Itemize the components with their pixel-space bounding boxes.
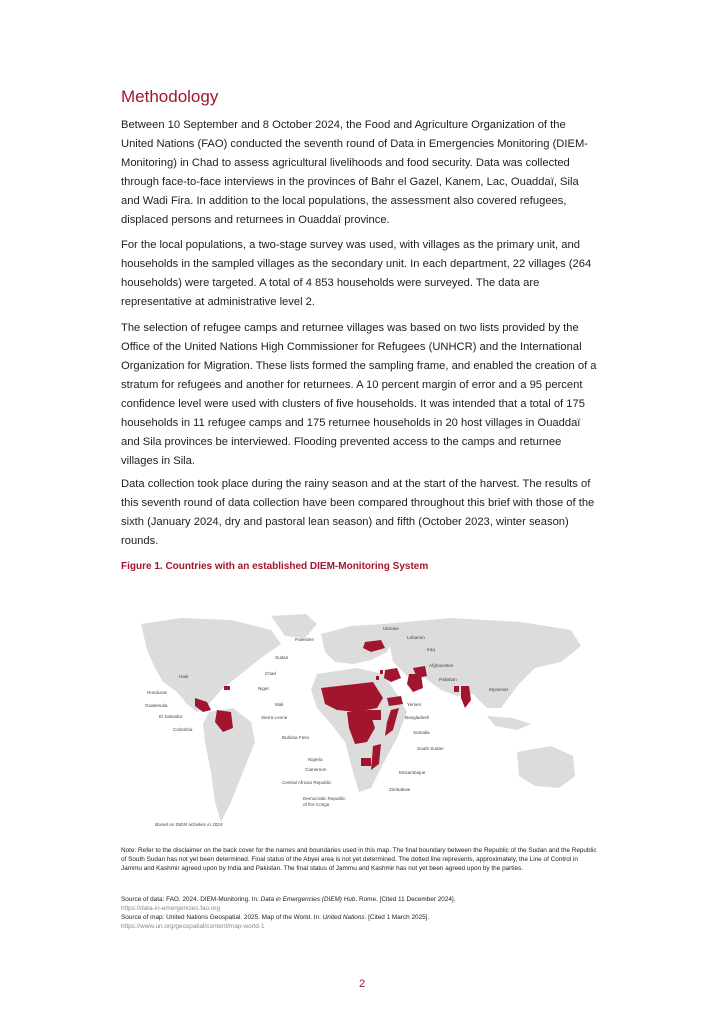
source-data-prefix: Source of data: FAO. 2024. DIEM-Monitoring. In:	[121, 896, 261, 903]
source-data-title: Data in Emergencies (DIEM) Hub	[260, 896, 356, 903]
figure-title: Figure 1. Countries with an established DIEM-Monitoring System	[121, 561, 429, 572]
label-central-african-republic: Central African Republic	[282, 780, 332, 785]
label-honduras: Honduras	[147, 690, 167, 695]
label-haiti: Haiti	[179, 674, 189, 679]
page-number: 2	[358, 978, 366, 990]
world-map	[121, 612, 601, 844]
paragraph-1: Between 10 September and 8 October 2024, the Food and Agriculture Organization of the United Nations (FAO) conducted the seventh round of Data in Emergencies Monitoring (DIEM-Monitoring) in Chad to assess agricultural livelihoods and food security. Data was collected through face-to-face interviews in the provinces of Bahr el Gazel, Kanem, Lac, Ouaddaï, Sila and Wadi Fira. In addition to the local populations, the assessment also covered refugees, displaced persons and returnees in Ouaddaï province.	[121, 119, 588, 226]
label-mali: Mali	[275, 702, 284, 707]
label-cameroon: Cameroon	[305, 767, 327, 772]
label-chad: Chad	[265, 671, 276, 676]
label-yemen: Yemen	[407, 702, 422, 707]
source-data-suffix: . Rome. [Cited 11 December 2024].	[355, 896, 456, 903]
label-sierra-leone: Sierra Leone	[261, 715, 288, 720]
source-data-url[interactable]: https://data-in-emergencies.fao.org	[121, 905, 221, 912]
label-guatemala: Guatemala	[145, 703, 168, 708]
label-afghanistan: Afghanistan	[429, 663, 454, 668]
land-asia	[383, 618, 581, 708]
label-mozambique: Mozambique	[399, 770, 426, 775]
label-zimbabwe: Zimbabwe	[389, 787, 411, 792]
label-palestine: Palestine	[295, 637, 314, 642]
paragraph-4: Data collection took place during the rainy season and at the start of the harvest. The results of this seventh round of data collection have been compared throughout this brief with those of the sixth (January 2024, dry and pastoral lean season) and fifth (October 2023, winter season) rounds.	[121, 478, 595, 547]
land-greenland	[271, 614, 317, 638]
source-map-prefix: Source of map: United Nations Geospatial. 2025. Map of the World. In:	[121, 914, 323, 921]
country-zimbabwe	[361, 758, 371, 766]
country-pakistan	[407, 674, 423, 692]
country-bangladesh	[454, 686, 459, 692]
label-burkina-faso: Burkina Faso	[282, 735, 310, 740]
map-disclaimer: Note: Refer to the disclaimer on the back cover for the names and boundaries used in this map. The final boundary between the Republic of the Sudan and the Republic of South Sudan has not yet been determined. Final status of the Abyei area is not yet determined. The dotted line represents, approximately, the Line of Control in Jammu and Kashmir agreed upon by India and Pakistan. The final status of Jammu and Kashmir has not yet been agreed upon by the parties.	[121, 847, 597, 872]
label-el-salvador: El Salvador	[159, 714, 183, 719]
label-sudan: Sudan	[275, 655, 289, 660]
land-indonesia	[487, 716, 531, 730]
paragraph-2: For the local populations, a two-stage survey was used, with villages as the primary unit, and households in the sampled villages as the secondary unit. In each department, 22 villages (264 households) were targeted. A total of 4 853 households were surveyed. The data are representative at administrative level 2.	[121, 239, 592, 308]
label-democratic-republic: Democratic Republic	[303, 796, 346, 801]
country-palestine	[376, 676, 379, 680]
label-bangladesh: Bangladesh	[405, 715, 430, 720]
label-myanmar: Myanmar	[489, 687, 509, 692]
label-ukraine: Ukraine	[383, 626, 399, 631]
label-nigeria: Nigeria	[308, 757, 323, 762]
land-australia	[517, 746, 575, 788]
label-lebanon: Lebanon	[407, 635, 425, 640]
label-iraq: Iraq	[427, 647, 435, 652]
country-lebanon	[380, 670, 383, 674]
map-note: Based on DIEM activities in 2024	[155, 822, 223, 827]
source-map-url[interactable]: https://www.un.org/geospatial/content/map-world-1	[121, 923, 265, 930]
source-map-title: United Nations	[322, 914, 365, 921]
label-pakistan: Pakistan	[439, 677, 457, 682]
label-colombia: Colombia	[173, 727, 193, 732]
section-title: Methodology	[121, 87, 219, 106]
source-map-suffix: . [Cited 1 March 2025].	[364, 914, 430, 921]
source-of-data	[121, 895, 599, 904]
label-niger: Niger	[258, 686, 269, 691]
source-of-map	[121, 913, 599, 922]
label-of-the-congo: of the Congo	[303, 802, 330, 807]
label-somalia: Somalia	[413, 730, 430, 735]
paragraph-3: The selection of refugee camps and returnee villages was based on two lists provided by the Office of the United Nations High Commissioner for Refugees (UNHCR) and the International Organization for Migration. These lists formed the sampling frame, and enabled the creation of a stratum for refugees and another for returnees. A 10 percent margin of error and a 95 percent confidence level were used with clusters of five households. It was intended that a total of 175 households in 11 refugee camps and 175 returnee households in 20 host villages in Ouaddaï and Sila provinces be interviewed. Flooding prevented access to the camps and returnee villages in Sila.	[121, 322, 597, 467]
country-haiti	[224, 686, 230, 690]
label-south-sudan: South Sudan	[417, 746, 444, 751]
